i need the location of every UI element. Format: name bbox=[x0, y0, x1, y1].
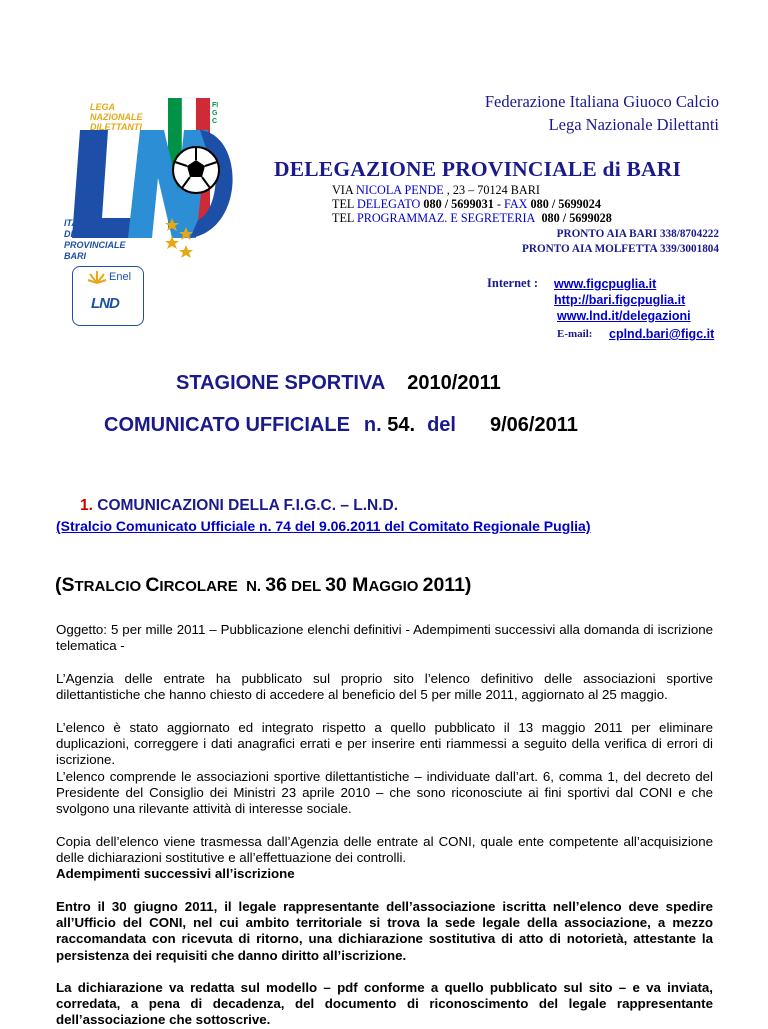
tel-delegato-label: DELEGATO bbox=[356, 197, 424, 211]
comunicato-date: 9/06/2011 bbox=[489, 414, 578, 436]
heading-adempimenti: Adempimenti successivi all’iscrizione bbox=[56, 866, 295, 881]
link-figcpuglia[interactable]: www.figcpuglia.it bbox=[554, 277, 657, 291]
league-name: Lega Nazionale Dilettanti bbox=[548, 115, 719, 134]
tel-delegato-line bbox=[332, 197, 601, 212]
address-rest: , 23 – 70124 BARI bbox=[443, 183, 540, 197]
circ-num: 36 bbox=[265, 574, 287, 596]
tel-programm-number: 080 / 5699028 bbox=[541, 211, 612, 225]
section-title: COMUNICAZIONI DELLA F.I.G.C. – L.N.D. bbox=[97, 497, 399, 514]
paragraph-dichiarazione: La dichiarazione va redatta sul modello – pdf conforme a quello pubblicato sul sito – e va inviata, corredata, a pena di decadenza, del documento di riconoscimento del legale rappresentante dell’associazione che sottoscrive. bbox=[56, 980, 713, 1028]
fax-label: FAX bbox=[503, 197, 531, 211]
link-lnd-delegazioni[interactable]: www.lnd.it/delegazioni bbox=[557, 309, 691, 323]
del-label: del bbox=[427, 414, 456, 436]
enel-logo bbox=[72, 266, 144, 326]
lnd-text-2: NAZIONALE bbox=[90, 112, 143, 122]
paragraph-agenzia: L’Agenzia delle entrate ha pubblicato sul proprio sito l’elenco definitivo delle associazioni sportive dilettantistiche che hanno chiesto di accedere al beneficio del 5 per mille 2011, aggiornato al 25 maggio. bbox=[56, 671, 713, 703]
figc-vertical-text: FIGC bbox=[212, 102, 219, 125]
tel-label: TEL bbox=[332, 197, 357, 211]
tel-programm-label: PROGRAMMAZ. E SEGRETERIA bbox=[356, 211, 536, 225]
italy-text-1: ITALY bbox=[64, 218, 89, 228]
circ-del: DEL bbox=[286, 578, 326, 595]
section-number: 1. bbox=[80, 497, 93, 514]
lnd-text-1: LEGA bbox=[90, 102, 116, 112]
link-bari-figcpuglia[interactable]: http://bari.figcpuglia.it bbox=[554, 293, 686, 307]
stagione-value: 2010/2011 bbox=[407, 372, 501, 394]
lnd-logo bbox=[60, 90, 240, 260]
stagione-label: STAGIONE SPORTIVA bbox=[176, 372, 386, 394]
italy-text-3: PROVINCIALE bbox=[64, 240, 126, 250]
paragraph-entro: Entro il 30 giugno 2011, il legale rappresentante dell’associazione iscritta nell’elenco deve spedire all’Ufficio del CONI, nel cui ambito territoriale si trova la sede legale della associazione, a mezzo raccomandata con ricevuta di ritorno, una dichiarazione sostitutiva di atto di notorietà, attestante la persistenza dei requisiti che danno diritto all’iscrizione. bbox=[56, 899, 713, 963]
lnd-text-3: DILETTANTI bbox=[90, 122, 142, 132]
stralcio-link[interactable]: (Stralcio Comunicato Ufficiale n. 74 del 9.06.2011 del Comitato Regionale Puglia) bbox=[56, 518, 591, 534]
comunicato-label: COMUNICATO UFFICIALE bbox=[104, 414, 350, 436]
paragraph-elenco: L’elenco comprende le associazioni sportive dilettantistiche – individuate dall’art. 6, comma 1, del decreto del Presidente del Consiglio dei Ministri 23 aprile 2010 – che sono riconosciute ai fini sportivi dal CONI e che svolgono una rilevante attività di interesse sociale. bbox=[56, 769, 713, 817]
circ-year: 2011) bbox=[422, 574, 472, 596]
circ-m: M bbox=[346, 574, 369, 596]
pronto-aia-bari: PRONTO AIA BARI 338/8704222 bbox=[556, 228, 719, 240]
paragraph-aggiornamento: L’elenco è stato aggiornato ed integrato rispetto a quello pubblicato il 13 maggio 2011 per eliminare duplicazioni, correggere i dati anagrafici errati e per inserire enti riammessi a seguito della verifica di errori di iscrizione. bbox=[56, 720, 713, 768]
address-line bbox=[332, 183, 540, 198]
tel2-label: TEL bbox=[332, 211, 357, 225]
email-label: E-mail: bbox=[557, 328, 593, 340]
federation-name: Federazione Italiana Giuoco Calcio bbox=[484, 92, 719, 111]
stagione-sportiva bbox=[176, 372, 501, 395]
circ-w3: AGGIO bbox=[368, 578, 423, 595]
comunicato-ufficiale bbox=[104, 414, 578, 437]
italy-text-2: DELEGAZIONE bbox=[64, 229, 130, 239]
tel-programm-line bbox=[332, 211, 612, 226]
email-link[interactable]: cplnd.bari@figc.it bbox=[609, 327, 715, 341]
circ-c: C bbox=[145, 574, 160, 596]
fax-number: 080 / 5699024 bbox=[530, 197, 601, 211]
address-street: NICOLA PENDE bbox=[356, 183, 444, 197]
small-lnd-mark: LND bbox=[91, 295, 119, 312]
circ-w1: TRALCIO bbox=[74, 578, 146, 595]
italy-delegazione-text bbox=[64, 218, 129, 262]
tel-delegato-number: 080 / 5699031 bbox=[423, 197, 494, 211]
lnd-logo-text bbox=[90, 102, 143, 132]
italy-text-4: BARI bbox=[64, 251, 86, 261]
circ-day: 30 bbox=[325, 574, 347, 596]
delegation-title: DELEGAZIONE PROVINCIALE di BARI bbox=[274, 157, 682, 181]
internet-label: Internet : bbox=[487, 276, 539, 290]
circ-n: N. bbox=[237, 578, 266, 595]
paragraph-copia: Copia dell’elenco viene trasmessa dall’Agenzia delle entrate al CONI, quale ente competente all’acquisizione delle dichiarazioni sostitutive e all’effettuazione dei controlli. bbox=[56, 834, 713, 866]
circolare-heading bbox=[55, 574, 471, 597]
section-1-heading bbox=[80, 497, 398, 515]
fax-separator: - bbox=[493, 197, 504, 211]
address-label: VIA bbox=[332, 183, 357, 197]
enel-sun-icon bbox=[87, 269, 107, 285]
circ-open: (S bbox=[55, 574, 75, 596]
pronto-aia-molfetta: PRONTO AIA MOLFETTA 339/3001804 bbox=[522, 243, 719, 255]
paragraph-oggetto: Oggetto: 5 per mille 2011 – Pubblicazione elenchi definitivi - Adempimenti successivi alla domanda di iscrizione telematica - bbox=[56, 622, 713, 654]
circ-w2: IRCOLARE bbox=[159, 578, 238, 595]
enel-text: Enel bbox=[109, 271, 132, 283]
n-value: 54. bbox=[387, 414, 416, 436]
n-label: n. bbox=[363, 414, 388, 436]
